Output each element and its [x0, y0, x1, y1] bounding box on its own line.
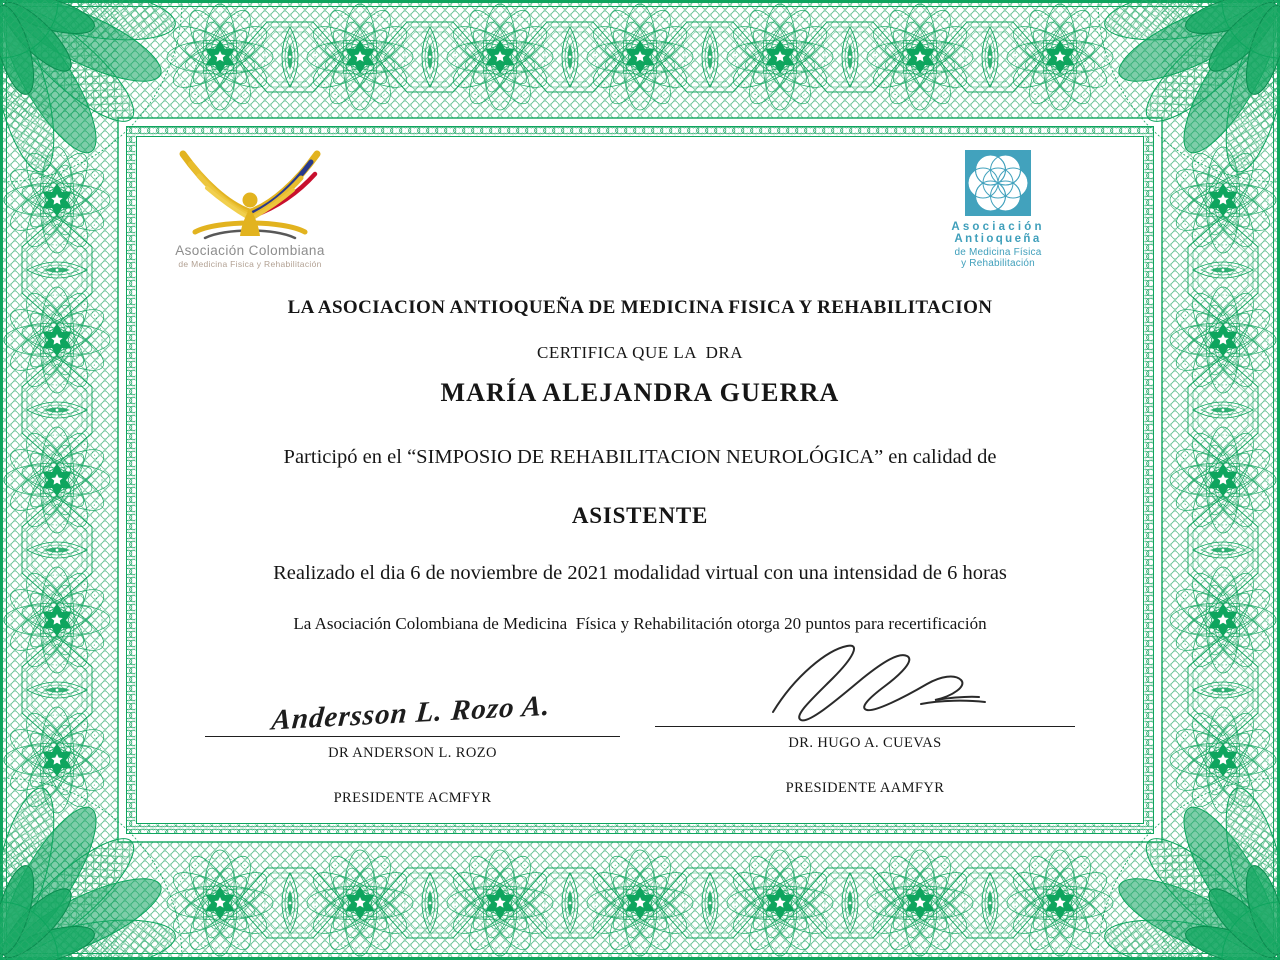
- signatory-name-left: DR ANDERSON L. ROZO: [328, 745, 497, 761]
- signature-script-left: Andersson L. Rozo A.: [270, 689, 552, 737]
- points-line: La Asociación Colombiana de Medicina Física y Rehabilitación otorga 20 puntos para recertificación: [293, 614, 987, 633]
- logo-antioquena-subtitle2: y Rehabilitación: [961, 258, 1035, 269]
- logo-antioquena-name1: Asociación: [951, 221, 1045, 233]
- event-details-line: Realizado el dia 6 de noviembre de 2021 modalidad virtual con una intensidad de 6 horas: [273, 562, 1007, 584]
- winged-figure-icon: [165, 148, 335, 240]
- logo-antioquena: [930, 150, 1066, 269]
- signature-line-right: [655, 726, 1075, 727]
- recipient-name: MARÍA ALEJANDRA GUERRA: [440, 378, 840, 407]
- signature-block-right: [655, 640, 1075, 797]
- certifies-line: CERTIFICA QUE LA DRA: [537, 343, 743, 362]
- signature-block-left: [205, 660, 620, 807]
- logo-colombiana: [150, 148, 350, 269]
- signatory-name-right: DR. HUGO A. CUEVAS: [788, 735, 942, 751]
- seed-of-life-icon: [965, 150, 1031, 216]
- signatory-title-right: PRESIDENTE AAMFYR: [785, 780, 945, 796]
- signature-script-right: [735, 640, 995, 724]
- logo-colombiana-subtitle: de Medicina Fisica y Rehabilitación: [178, 259, 322, 269]
- logo-colombiana-name: Asociación Colombiana: [175, 243, 325, 258]
- signatory-title-left: PRESIDENTE ACMFYR: [333, 790, 492, 806]
- logo-antioquena-name2: Antioqueña: [954, 233, 1042, 245]
- participation-line: Participó en el “SIMPOSIO DE REHABILITACION NEUROLÓGICA” en calidad de: [283, 446, 997, 468]
- logo-antioquena-subtitle1: de Medicina Física: [954, 247, 1042, 258]
- issuer-line: LA ASOCIACION ANTIOQUEÑA DE MEDICINA FISICA Y REHABILITACION: [287, 297, 993, 318]
- role-line: ASISTENTE: [571, 503, 709, 528]
